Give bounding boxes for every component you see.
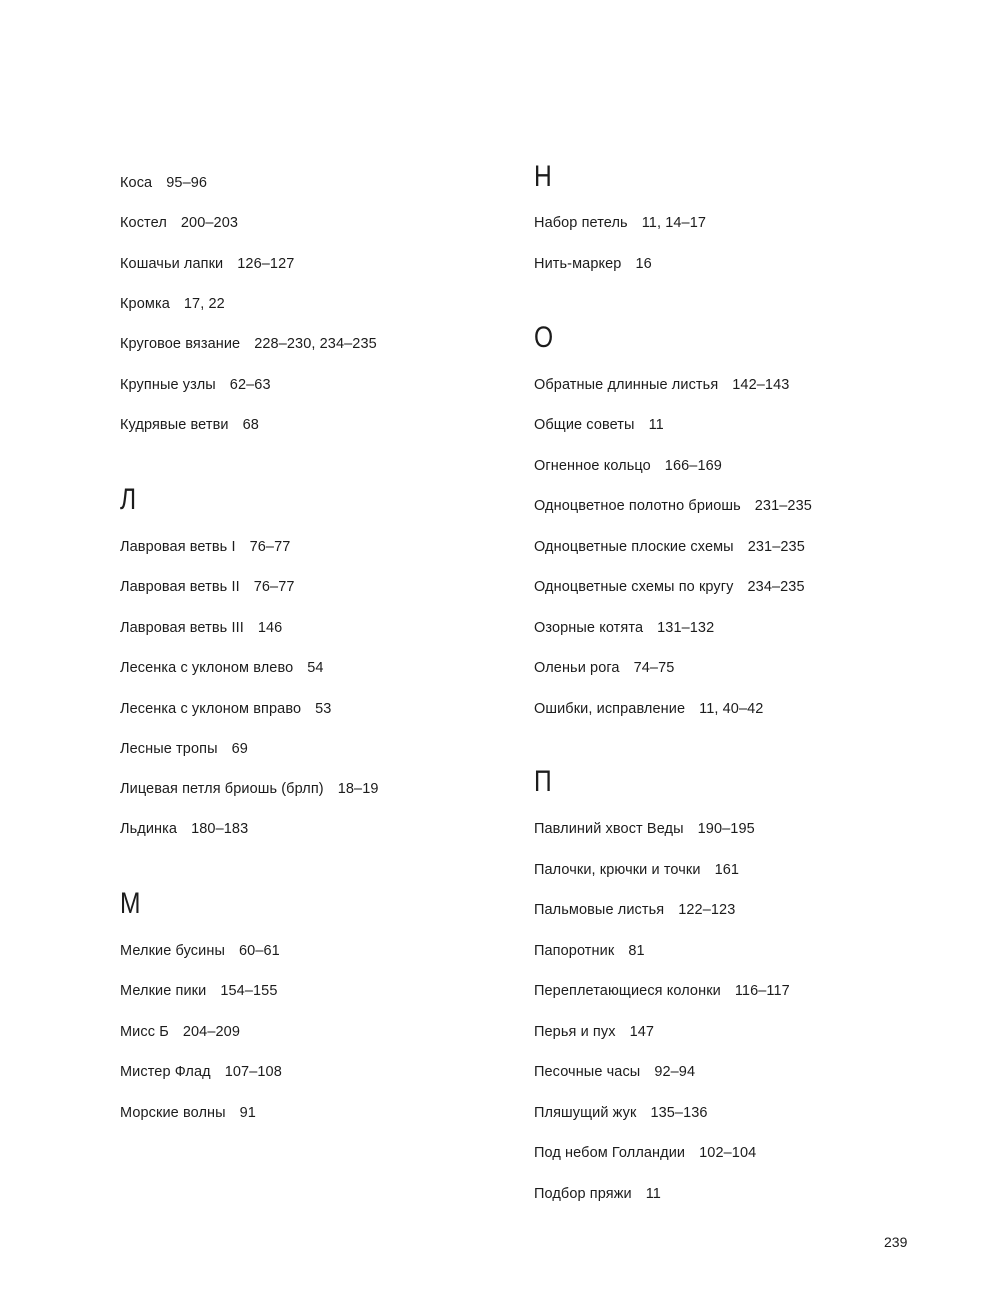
section-letter-o: О: [534, 321, 554, 354]
entry-term: Песочные часы: [534, 1064, 641, 1080]
index-entry: [534, 1102, 708, 1124]
entry-pages: 228–230, 234–235: [254, 336, 377, 352]
index-entry: [120, 980, 277, 1002]
entry-pages: 76–77: [249, 539, 291, 555]
entry-term: Лесенка с уклоном вправо: [120, 701, 302, 717]
index-entry: [120, 374, 271, 396]
entry-term: Лицевая петля бриошь (брлп): [120, 781, 324, 797]
entry-term: Нить-маркер: [534, 256, 622, 272]
index-entry: [120, 536, 290, 558]
entry-term: Круговое вязание: [120, 336, 241, 352]
entry-pages: 142–143: [732, 377, 790, 393]
entry-term: Пляшущий жук: [534, 1105, 637, 1121]
entry-pages: 11: [645, 1186, 661, 1202]
entry-term: Одноцветные схемы по кругу: [534, 579, 734, 595]
entry-term: Крупные узлы: [120, 377, 216, 393]
entry-term: Мелкие пики: [120, 983, 207, 999]
entry-pages: 62–63: [229, 377, 271, 393]
index-entry: [534, 374, 789, 396]
index-entry: [120, 172, 207, 194]
entry-term: Набор петель: [534, 215, 628, 231]
index-entry: [534, 818, 755, 840]
index-entry: [534, 1142, 756, 1164]
entry-term: Льдинка: [120, 821, 178, 837]
index-entry: [534, 576, 805, 598]
entry-pages: 17, 22: [183, 296, 225, 312]
index-entry: [534, 859, 739, 881]
index-entry: [534, 212, 706, 234]
index-entry: [120, 698, 331, 720]
entry-pages: 131–132: [657, 620, 715, 636]
index-entry: [120, 414, 259, 436]
entry-pages: 69: [231, 741, 248, 757]
index-entry: [120, 576, 295, 598]
entry-pages: 146: [257, 620, 283, 636]
entry-pages: 166–169: [664, 458, 722, 474]
entry-term: Подбор пряжи: [534, 1186, 632, 1202]
index-entry: [120, 333, 377, 355]
entry-pages: 81: [628, 943, 645, 959]
entry-pages: 92–94: [654, 1064, 696, 1080]
entry-pages: 116–117: [734, 983, 790, 999]
entry-term: Мистер Флад: [120, 1064, 211, 1080]
index-entry: [120, 1021, 240, 1043]
entry-term: Мисс Б: [120, 1024, 169, 1040]
index-entry: [120, 253, 294, 275]
entry-term: Морские волны: [120, 1105, 226, 1121]
entry-pages: 135–136: [650, 1105, 708, 1121]
index-entry: [120, 778, 379, 800]
entry-term: Мелкие бусины: [120, 943, 225, 959]
index-entry: [120, 657, 324, 679]
entry-term: Костел: [120, 215, 167, 231]
entry-pages: 11: [648, 417, 664, 433]
index-entry: [534, 1183, 661, 1205]
index-entry: [534, 698, 763, 720]
entry-pages: 107–108: [224, 1064, 282, 1080]
entry-pages: 190–195: [697, 821, 755, 837]
entry-term: Коса: [120, 175, 153, 191]
entry-term: Папоротник: [534, 943, 615, 959]
entry-pages: 16: [635, 256, 652, 272]
entry-term: Палочки, крючки и точки: [534, 862, 701, 878]
entry-pages: 91: [239, 1105, 256, 1121]
entry-term: Лавровая ветвь II: [120, 579, 240, 595]
index-entry: [120, 1061, 282, 1083]
entry-pages: 122–123: [678, 902, 736, 918]
index-entry: [120, 293, 225, 315]
entry-term: Ошибки, исправление: [534, 701, 686, 717]
entry-pages: 231–235: [754, 498, 812, 514]
entry-pages: 53: [315, 701, 332, 717]
page-number: 239: [884, 1234, 908, 1250]
index-entry: [120, 617, 282, 639]
entry-pages: 18–19: [337, 781, 379, 797]
entry-term: Перья и пух: [534, 1024, 616, 1040]
entry-term: Одноцветные плоские схемы: [534, 539, 734, 555]
entry-pages: 154–155: [220, 983, 278, 999]
entry-term: Обратные длинные листья: [534, 377, 719, 393]
index-entry: [534, 617, 714, 639]
entry-pages: 74–75: [633, 660, 675, 676]
index-entry: [534, 495, 812, 517]
index-entry: [534, 414, 664, 436]
entry-pages: 234–235: [747, 579, 805, 595]
entry-term: Общие советы: [534, 417, 635, 433]
entry-pages: 200–203: [180, 215, 239, 231]
index-entry: [534, 899, 735, 921]
index-entry: [534, 1061, 695, 1083]
index-entry: [120, 738, 248, 760]
entry-term: Кудрявые ветви: [120, 417, 229, 433]
index-entry: [534, 1021, 654, 1043]
index-entry: [120, 1102, 256, 1124]
index-entry: [120, 818, 248, 840]
entry-term: Кошачьи лапки: [120, 256, 224, 272]
entry-pages: 231–235: [747, 539, 805, 555]
index-entry: [534, 253, 652, 275]
section-letter-l: Л: [120, 483, 137, 516]
index-entry: [120, 212, 238, 234]
entry-term: Лесенка с уклоном влево: [120, 660, 294, 676]
entry-pages: 68: [242, 417, 259, 433]
index-entry: [120, 940, 280, 962]
entry-term: Под небом Голландии: [534, 1145, 686, 1161]
entry-pages: 76–77: [253, 579, 295, 595]
section-letter-m: М: [120, 887, 141, 920]
index-entry: [534, 455, 722, 477]
section-letter-p: П: [534, 765, 552, 798]
entry-term: Павлиний хвост Веды: [534, 821, 684, 837]
entry-pages: 54: [307, 660, 324, 676]
entry-term: Лавровая ветвь I: [120, 539, 236, 555]
section-letter-n: Н: [534, 160, 552, 193]
entry-pages: 180–183: [191, 821, 249, 837]
entry-pages: 11, 40–42: [699, 701, 764, 717]
index-entry: [534, 940, 645, 962]
entry-pages: 147: [629, 1024, 655, 1040]
entry-term: Лавровая ветвь III: [120, 620, 244, 636]
entry-pages: 11, 14–17: [641, 215, 707, 231]
index-entry: [534, 536, 805, 558]
entry-pages: 161: [714, 862, 740, 878]
entry-term: Одноцветное полотно бриошь: [534, 498, 741, 514]
entry-pages: 126–127: [237, 256, 295, 272]
entry-term: Пальмовые листья: [534, 902, 665, 918]
entry-term: Огненное кольцо: [534, 458, 651, 474]
entry-term: Переплетающиеся колонки: [534, 983, 721, 999]
entry-pages: 60–61: [238, 943, 280, 959]
entry-pages: 102–104: [699, 1145, 757, 1161]
index-entry: [534, 980, 790, 1002]
entry-term: Озорные котята: [534, 620, 644, 636]
entry-term: Лесные тропы: [120, 741, 218, 757]
entry-pages: 204–209: [182, 1024, 240, 1040]
index-entry: [534, 657, 674, 679]
entry-pages: 95–96: [166, 175, 208, 191]
entry-term: Кромка: [120, 296, 170, 312]
entry-term: Оленьи рога: [534, 660, 620, 676]
